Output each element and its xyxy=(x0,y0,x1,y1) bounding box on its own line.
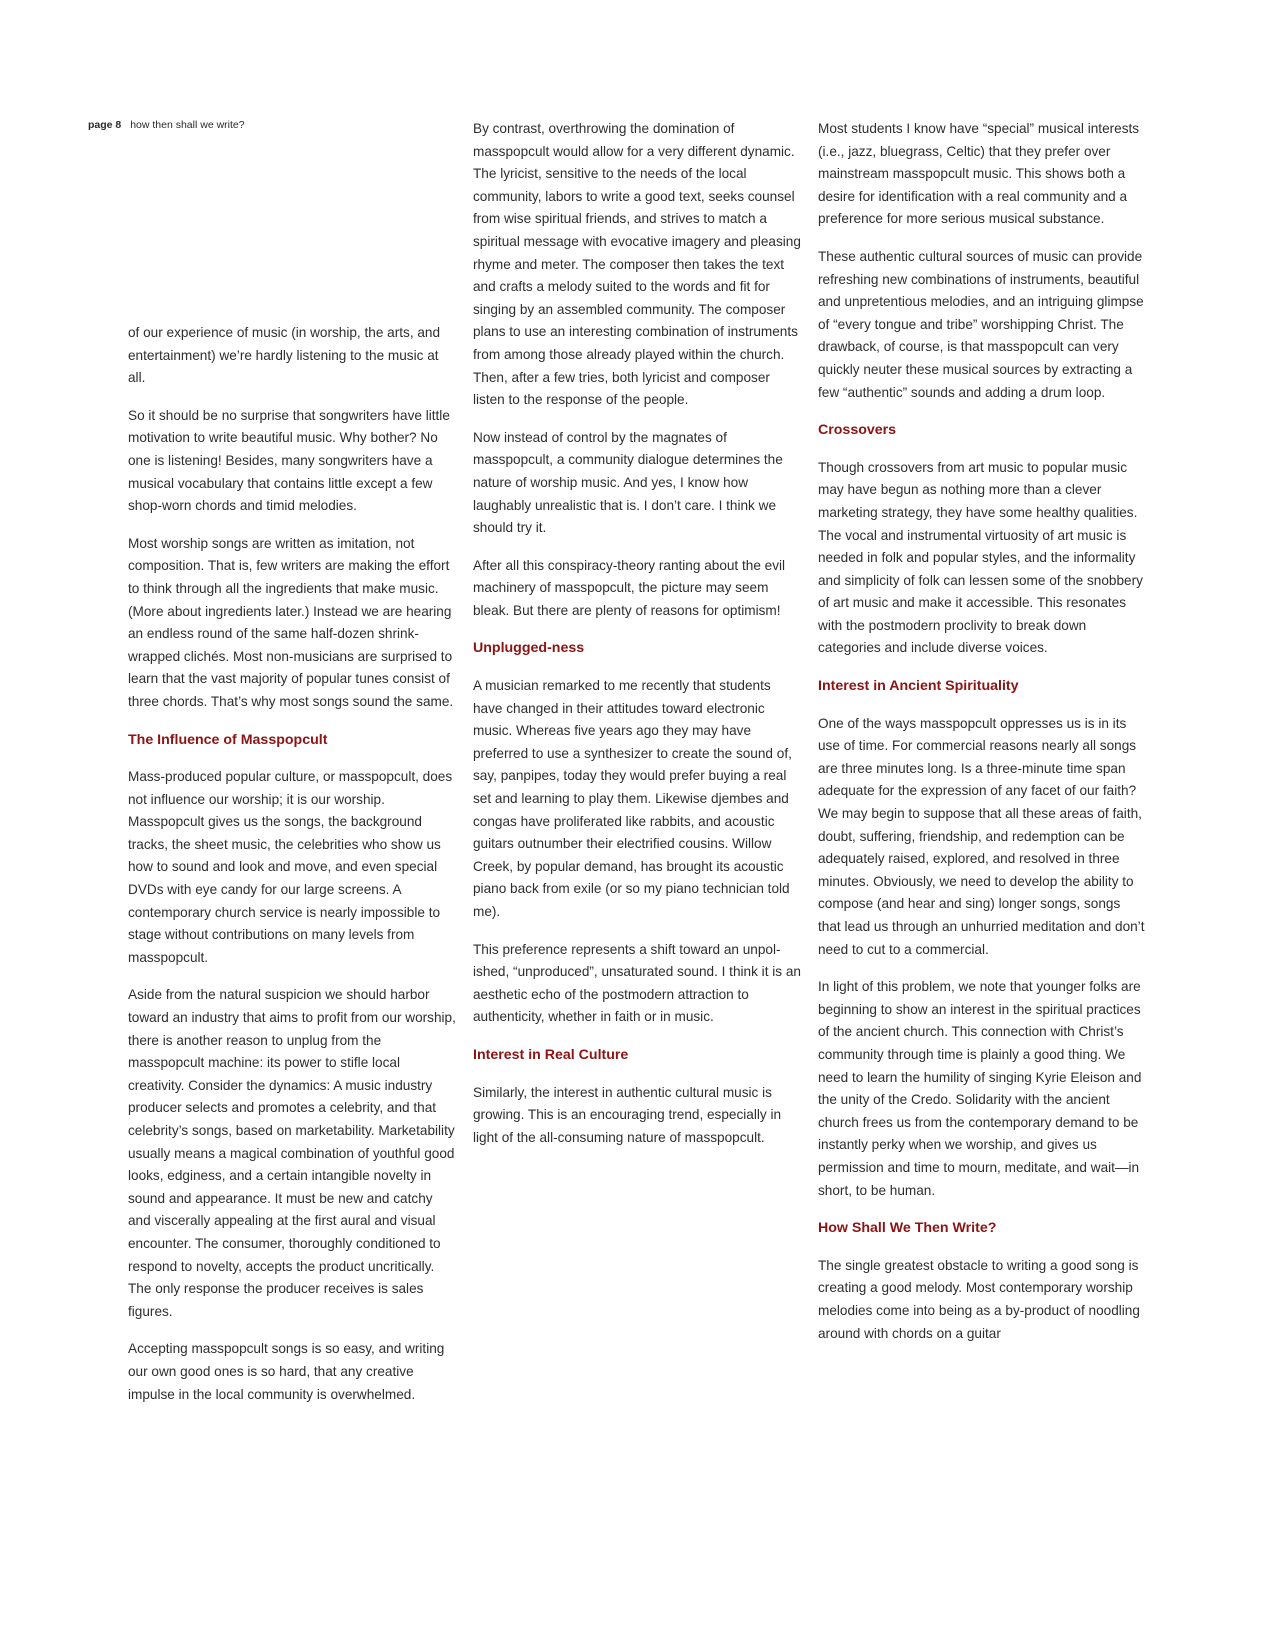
body-paragraph: Accepting masspopcult songs is so easy, and writing our own good ones is so hard, that any creative impulse in the local community is overwhelmed. xyxy=(128,1341,445,1402)
body-paragraph: of our experience of music (in worship, the arts, and entertainment) we’re hardly listening to the music at all. xyxy=(128,325,441,386)
body-paragraph: One of the ways masspopcult oppresses us is in its use of time. For commercial reasons nearly all songs are three minutes long. Is a three-minute time span adequate for the expression of any facet of our faith? We may begin to suppose that all these areas of faith, doubt, suffering, friendship, and redemption can be adequately raised, explored, and resolved in three minutes. Obviously, we need to develop the ability to compose (and hear and sing) longer songs, songs that lead us through an unhurried meditation and don’t need to cut to a commercial. xyxy=(818,715,1145,957)
body-paragraph: So it should be no surprise that songwriters have little motivation to write beautiful music. Why bother? No one is listening! Besides, many songwriters have a musical vocabulary that contains little except a few shop-worn chords and timid melodies. xyxy=(128,407,450,514)
body-paragraph: These authentic cultural sources of music can provide refreshing new combinations of instruments, beautiful and unpretentious melodies, and an intriguing glimpse of “every tongue and tribe” worshipping Christ. The drawback, of course, is that masspopcult can very quickly neuter these musical sources by extracting a few “authentic” sounds and adding a drum loop. xyxy=(818,248,1144,400)
body-paragraph: Aside from the natural suspicion we should harbor toward an industry that aims to profit from our worship, there is another reason to unplug from the masspopcult machine: its power to stifle local creativity. Consider the dynamics: A music industry producer selects and promotes a celebrity, and that celebrity’s songs, based on marketability. Marketability usually means a magical combination of youthful good looks, edginess, and a certain intangible novelty in sound and appearance. It must be new and catchy and viscerally appealing at the first aural and visual encounter. The consumer, thoroughly conditioned to respond to novelty, accepts the product uncritically. The only response the producer receives is sales figures. xyxy=(128,987,456,1319)
section-heading: The Influence of Masspopcult xyxy=(128,731,328,748)
text-column-1 xyxy=(128,322,456,1421)
body-paragraph: Most students I know have “special” musical interests (i.e., jazz, bluegrass, Celtic) that they prefer over mainstream masspopcult music. This shows both a desire for identification with a real community and a preference for more serious musical substance. xyxy=(818,121,1140,227)
body-paragraph: Though crossovers from art music to popular music may have begun as nothing more than a clever marketing strategy, they have some healthy qualities. The vocal and instrumental virtuosity of art music is needed in folk and popular styles, and the informality and simplicity of folk can lessen some of the snobbery of art music and make it accessible. This resonates with the postmodern proclivity to break down categories and include diverse voices. xyxy=(818,459,1143,656)
body-paragraph: In light of this problem, we note that younger folks are beginning to show an interest in the spiritual practices of the ancient church. This connection with Christ’s community through time is plainly a good thing. We need to learn the humility of singing Kyrie Eleison and the unity of the Credo. Solidarity with the ancient church frees us from the contemporary demand to be instantly perky when we worship, and gives us permission and time to mourn, meditate, and wait—in short, to be human. xyxy=(818,979,1142,1198)
section-heading: Interest in Real Culture xyxy=(473,1046,629,1063)
running-head xyxy=(88,119,245,131)
text-column-2 xyxy=(473,118,801,1164)
body-paragraph: A musician remarked to me recently that students have changed in their attitudes toward electronic music. Whereas five years ago they may have preferred to use a synthesizer to create the sound of, say, panpipes, today they would prefer buying a real set and learning to play them. Likewise djembes and congas have proliferated like rabbits, and acoustic guitars outnumber their electrified cousins. Willow Creek, by popular demand, has brought its acoustic piano back from exile (or so my piano technician told me). xyxy=(473,678,792,919)
body-paragraph: Most worship songs are written as imitation, not composition. That is, few writers are making the effort to think through all the ingredients that make music. (More about ingredients later.) Instead we are hearing an endless round of the same half-dozen shrink-wrapped clichés. Most non-musicians are surprised to learn that the vast majority of popular tunes consist of three chords. That’s why most songs sound the same. xyxy=(128,535,454,709)
page-number: page 8 xyxy=(88,119,122,131)
body-paragraph: By contrast, overthrowing the domination of masspopcult would allow for a very different dynamic. The lyricist, sensitive to the needs of the local community, labors to write a good text, seeks counsel from wise spiritual friends, and strives to match a spiritual message with evocative imagery and pleasing rhyme and meter. The composer then takes the text and crafts a melody suited to the words and fit for singing by an assembled community. The composer plans to use an interesting combination of instruments from among those already played within the church. Then, after a few tries, both lyricist and composer listen to the response of the people. xyxy=(473,121,801,408)
body-paragraph: Mass-produced popular culture, or masspopcult, does not influence our worship; it is our worship. Masspopcult gives us the songs, the background tracks, the sheet music, the celebrities who show us how to sound and look and move, and even special DVDs with eye candy for our large screens. A contemporary church service is nearly impossible to stage without contributions on many levels from masspopcult. xyxy=(128,769,453,965)
body-paragraph: Similarly, the interest in authentic cultural music is growing. This is an encouraging trend, especially in light of the all-consuming nature of masspopcult. xyxy=(473,1084,782,1145)
running-title: how then shall we write? xyxy=(130,119,245,131)
body-paragraph: The single greatest obstacle to writing a good song is creating a good melody. Most contemporary worship melodies come into being as a by-product of noodling around with chords on a guitar xyxy=(818,1257,1140,1341)
body-paragraph: This preference represents a shift toward an unpolished, “unproduced”, unsaturated sound. I think it is an aesthetic echo of the postmodern attraction to authenticity, whether in faith or in music. xyxy=(473,941,801,1025)
body-paragraph: Now instead of control by the magnates of masspopcult, a community dialogue determines the nature of worship music. And yes, I know how laughably unrealistic that is. I don’t care. I think we should try it. xyxy=(473,429,783,536)
body-paragraph: After all this conspiracy-theory ranting about the evil machinery of masspopcult, the picture may seem bleak. But there are plenty of reasons for optimism! xyxy=(473,557,786,618)
text-column-3 xyxy=(818,118,1146,1360)
section-heading: Interest in Ancient Spirituality xyxy=(818,678,1019,695)
section-heading: How Shall We Then Write? xyxy=(818,1220,997,1237)
section-heading: Unplugged-ness xyxy=(473,640,585,657)
section-heading: Crossovers xyxy=(818,422,897,439)
